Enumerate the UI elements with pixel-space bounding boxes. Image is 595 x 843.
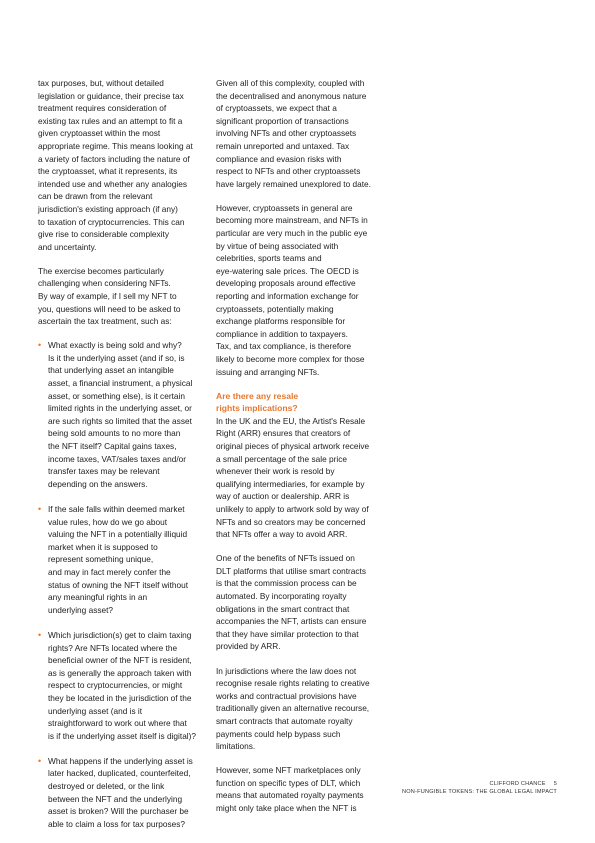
right-paragraph-3: In the UK and the EU, the Artist's Resale Right (ARR) ensures that creators of original pieces of physical artwork receive a small percentage of the sale price whenever their work is resold by qualifying intermediaries, for example by way of auction or dealership. ARR is unlikely to apply to artwork sold by way of NFTs and so creators may be concerned that NFTs offer a way to avoid ARR. xyxy=(216,415,370,540)
bullet-text: What happens if the underlying asset is later hacked, duplicated, counterfeited, destroyed or deleted, or the link between the NFT and the underlying asset is broken? Will the purchaser be able to claim a loss for tax purposes? xyxy=(48,755,193,829)
footer-publication-title: NON-FUNGIBLE TOKENS: THE GLOBAL LEGAL IMPACT xyxy=(402,789,557,795)
left-column xyxy=(38,77,228,843)
footer-firm-name: CLIFFORD CHANCE xyxy=(489,781,546,787)
list-item xyxy=(38,503,228,616)
list-item xyxy=(38,755,228,831)
list-item xyxy=(38,629,228,742)
right-paragraph-1: Given all of this complexity, coupled with the decentralised and anonymous nature of cryptoassets, we expect that a significant proportion of transactions involving NFTs and other cryptoassets remain unreported and untaxed. Tax compliance and evasion risks with respect to NFTs and other cryptoassets have largely remained unexplored to date. xyxy=(216,78,371,189)
bullet-text: What exactly is being sold and why? Is it the underlying asset (and if so, is that underlying asset an intangible asset, a financial instrument, a physical asset, or something else), is it certain limited rights in the underlying asset, or are such rights so limited that the asset being sold amounts to no more than the NFT itself? Capital gains taxes, income taxes, VAT/sales taxes and/or transfer taxes may be relevant depending on the answers. xyxy=(48,340,193,489)
bullet-text: Which jurisdiction(s) get to claim taxing rights? Are NFTs located where the beneficial owner of the NFT is resident, as is generally the approach taken with respect to cryptocurrencies, or might they be located in the jurisdiction of the underlying asset (and is it straightforward to work out where that is if the underlying asset itself is digital)? xyxy=(48,629,197,741)
right-paragraph-2: However, cryptoassets in general are becoming more mainstream, and NFTs in particular are very much in the public eye by virtue of being associated with celebrities, sports teams and eye-watering sale prices. The OECD is developing proposals around effective reporting and information exchange for cryptoassets, potentially making exchange platforms responsible for compliance in addition to taxpayers. Tax, and tax compliance, is therefore likely to become more complex for those issuing and arranging NFTs. xyxy=(216,202,368,377)
bullet-icon: • xyxy=(38,629,42,640)
bullet-list xyxy=(38,339,228,830)
right-paragraph-5: In jurisdictions where the law does not recognise resale rights relating to creative works and contractual provisions have traditionally given an alternative recourse, smart contracts that automate royalty payments could help bypass such limitations. xyxy=(216,665,370,752)
section-heading: Are there any resale rights implications? xyxy=(216,390,299,414)
footer-firm-line xyxy=(402,780,557,788)
bullet-icon: • xyxy=(38,340,42,351)
bullet-icon: • xyxy=(38,504,42,514)
right-paragraph-6: However, some NFT marketplaces only function on specific types of DLT, which means that automated royalty payments might only take place when the NFT is xyxy=(216,765,364,813)
list-item xyxy=(38,339,228,490)
page-number: 5 xyxy=(553,781,557,787)
left-paragraph-1: tax purposes, but, without detailed legislation or guidance, their precise tax treatment requires consideration of existing tax rules and an attempt to fit a given cryptoasset within the most appropriate regime. This means looking at a variety of factors including the nature of the cryptoasset, what it represents, its intended use and whether any analogies can be drawn from the relevant jurisdiction's existing approach (if any) to taxation of cryptocurrencies. This can give rise to considerable complexity and uncertainty. xyxy=(38,78,193,252)
right-paragraph-4: One of the benefits of NFTs issued on DLT platforms that utilise smart contracts is that the commission process can be automated. By incorporating royalty obligations in the smart contract that accompanies the NFT, artists can ensure that they have similar protection to that provided by ARR. xyxy=(216,553,367,652)
bullet-icon: • xyxy=(38,755,42,766)
right-column xyxy=(216,77,412,815)
page-footer xyxy=(402,780,557,796)
left-paragraph-2: The exercise becomes particularly challenging when considering NFTs. By way of example, if I sell my NFT to you, questions will need to be asked to ascertain the tax treatment, such as: xyxy=(38,265,181,327)
bullet-text: If the sale falls within deemed market value rules, how do we go about valuing the NFT in a potentially illiquid market when it is supposed to represent something unique, and may in fact merely confer the status of owning the NFT itself without any meaningful rights in an underlying asset? xyxy=(48,504,189,615)
